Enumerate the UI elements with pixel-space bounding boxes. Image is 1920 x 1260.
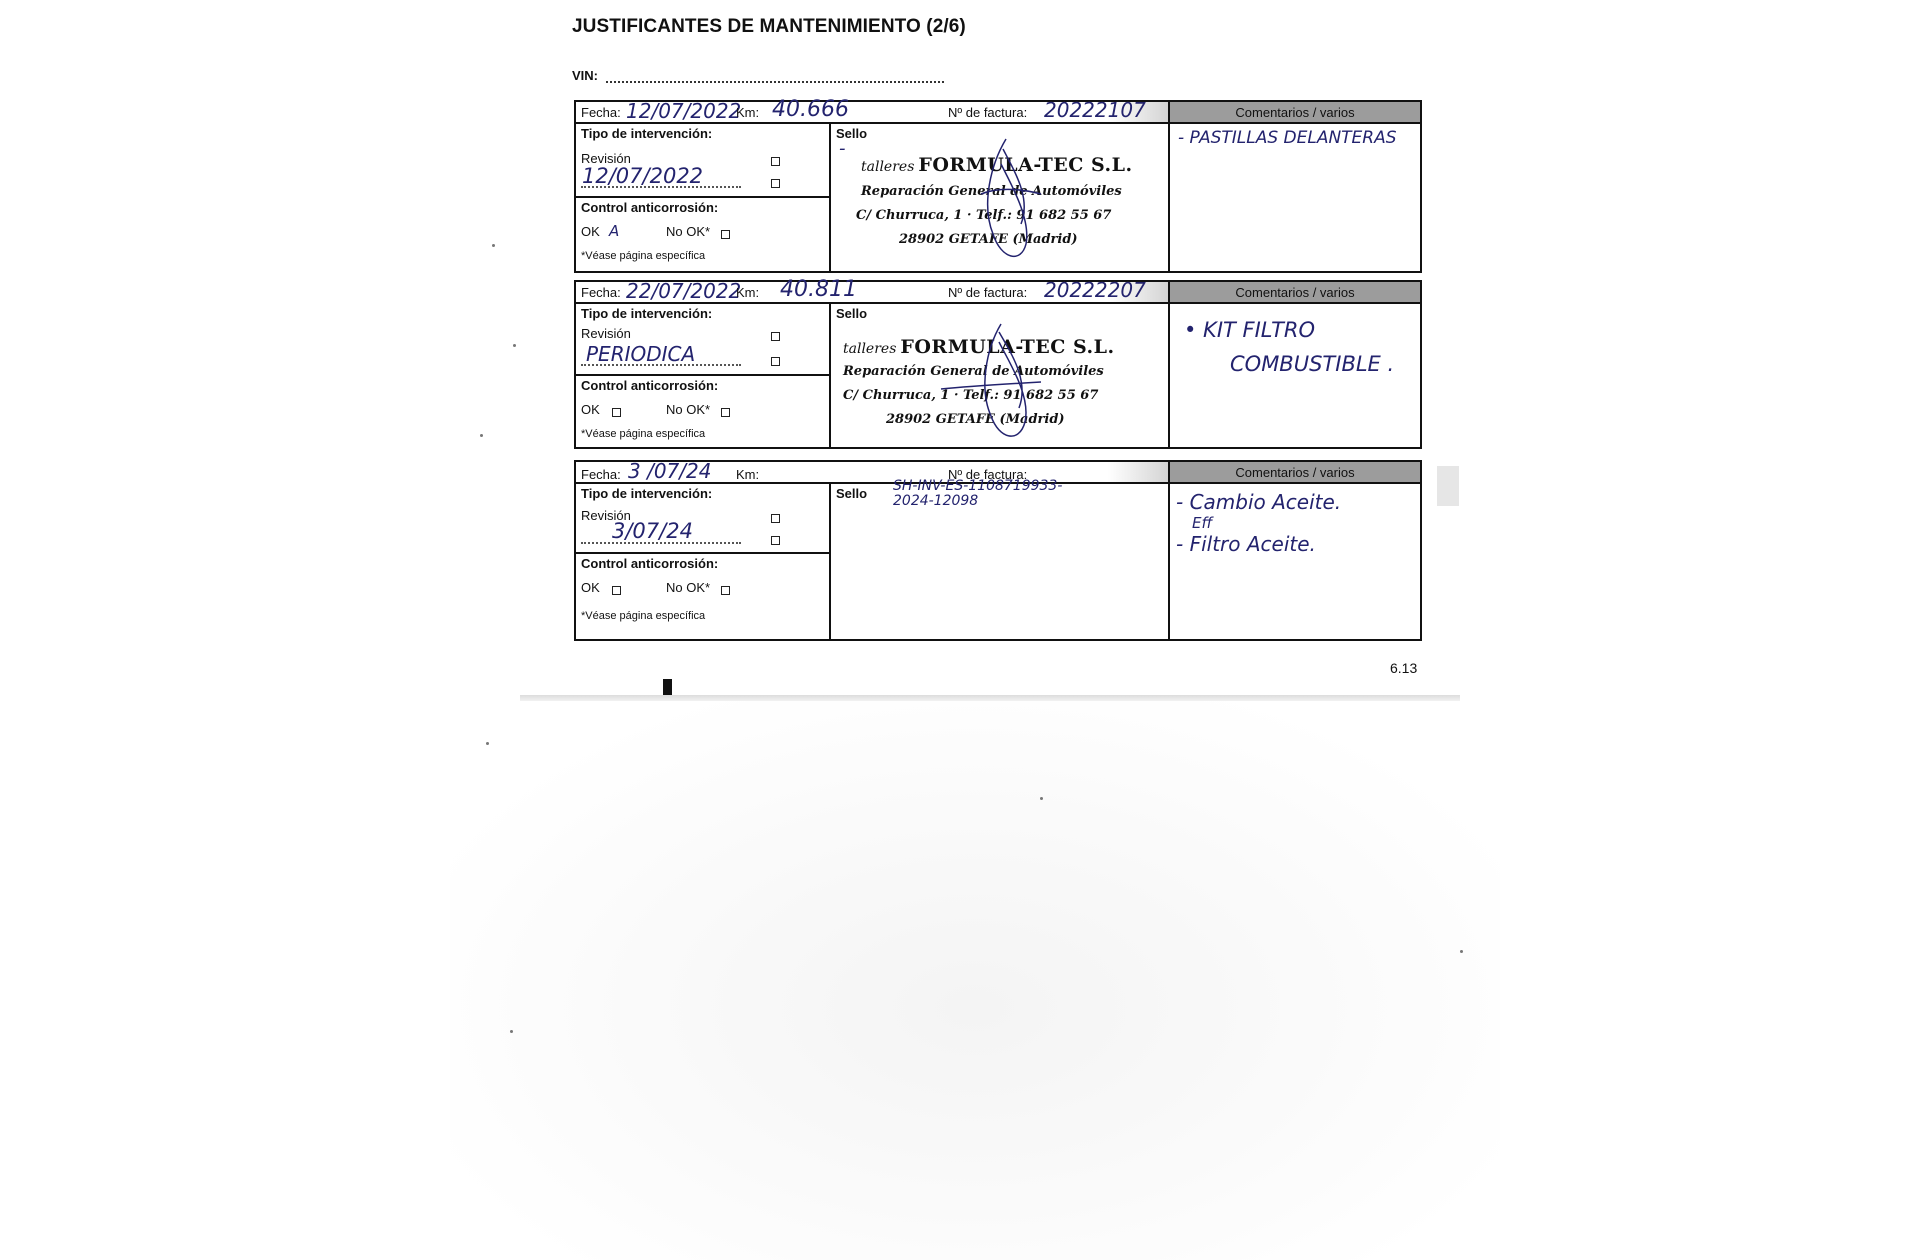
tipo-section bbox=[576, 124, 829, 198]
entry-body bbox=[576, 478, 1420, 639]
comentarios-header: Comentarios / varios bbox=[1168, 462, 1420, 482]
fecha-label: Fecha: bbox=[581, 105, 621, 120]
revision-checkbox[interactable] bbox=[771, 514, 780, 523]
comentarios-column bbox=[1168, 304, 1420, 447]
sello-note: SH-INV-ES-1108719933- 2024-12098 bbox=[893, 478, 1063, 509]
vease-note: *Véase página específica bbox=[581, 610, 706, 622]
entry-header bbox=[576, 97, 1420, 124]
stamp-line4: 28902 GETAFE (Madrid) bbox=[886, 412, 1065, 427]
stamp-brand: FORMULA-TEC S.L. bbox=[900, 336, 1115, 358]
scan-speck bbox=[486, 742, 489, 745]
comentarios-header: Comentarios / varios bbox=[1168, 282, 1420, 302]
fecha-value: 22/07/2022 bbox=[626, 279, 742, 303]
scan-shading bbox=[450, 700, 1500, 1260]
vease-note: *Véase página específica bbox=[581, 428, 706, 440]
revision-label: Revisión bbox=[581, 508, 631, 523]
entry-body bbox=[576, 124, 1420, 271]
signature bbox=[831, 124, 1168, 271]
ok-checkbox[interactable] bbox=[612, 586, 621, 595]
ok-label: OK bbox=[581, 580, 600, 595]
stamp-brand: FORMULA-TEC S.L. bbox=[918, 154, 1133, 176]
workshop-stamp bbox=[831, 304, 1168, 451]
fecha-label: Fecha: bbox=[581, 285, 621, 300]
signature bbox=[831, 304, 1168, 447]
factura-label: Nº de factura: bbox=[948, 285, 1028, 300]
km-label: Km: bbox=[736, 285, 760, 300]
km-value: 40.811 bbox=[780, 277, 857, 302]
factura-value: 20222207 bbox=[1044, 278, 1146, 302]
km-value: 40.666 bbox=[772, 97, 849, 122]
km-label: Km: bbox=[736, 105, 760, 120]
fecha-value: 12/07/2022 bbox=[626, 99, 742, 123]
scan-speck bbox=[510, 1030, 513, 1033]
workshop-stamp bbox=[831, 124, 1168, 271]
sello-note: - bbox=[839, 138, 846, 159]
comment-line: COMBUSTIBLE . bbox=[1230, 352, 1395, 376]
stamp-script: talleres bbox=[843, 341, 897, 357]
page-number: 6.13 bbox=[1390, 660, 1418, 676]
comentarios-column bbox=[1168, 124, 1420, 271]
tipo-section bbox=[576, 484, 829, 554]
scan-mark bbox=[663, 679, 672, 695]
factura-value: 20222107 bbox=[1044, 98, 1146, 122]
ok-mark: A bbox=[609, 222, 620, 240]
vin-field bbox=[606, 81, 944, 83]
control-label: Control anticorrosión: bbox=[581, 378, 719, 393]
tipo-label: Tipo de intervención: bbox=[581, 486, 713, 501]
factura-label: Nº de factura: bbox=[948, 105, 1028, 120]
page-edge bbox=[520, 695, 1460, 701]
tipo-line-checkbox[interactable] bbox=[771, 357, 780, 366]
ok-label: OK bbox=[581, 402, 600, 417]
no-ok-checkbox[interactable] bbox=[721, 408, 730, 417]
comment-line: • KIT FILTRO bbox=[1184, 318, 1316, 342]
scan-tab bbox=[1437, 466, 1459, 506]
revision-checkbox[interactable] bbox=[771, 157, 780, 166]
sello-label: Sello bbox=[836, 486, 868, 501]
factura-label: Nº de factura: bbox=[948, 467, 1028, 482]
stamp-line2: Reparación General de Automóviles bbox=[843, 364, 1104, 379]
no-ok-label: No OK* bbox=[666, 402, 711, 417]
stamp-line4: 28902 GETAFE (Madrid) bbox=[899, 232, 1078, 247]
sello-label: Sello bbox=[836, 306, 868, 321]
ok-label: OK bbox=[581, 224, 600, 239]
maintenance-entry bbox=[574, 97, 1422, 273]
tipo-line-value: 3/07/24 bbox=[612, 519, 693, 543]
comentarios-column bbox=[1168, 484, 1420, 639]
revision-label: Revisión bbox=[581, 151, 631, 166]
tipo-column bbox=[576, 124, 831, 271]
vin-label: VIN: bbox=[572, 68, 598, 83]
no-ok-checkbox[interactable] bbox=[721, 230, 730, 239]
km-label: Km: bbox=[736, 467, 760, 482]
entry-body bbox=[576, 304, 1420, 447]
scan-speck bbox=[513, 344, 516, 347]
tipo-line-checkbox[interactable] bbox=[771, 179, 780, 188]
page-title: JUSTIFICANTES DE MANTENIMIENTO (2/6) bbox=[572, 16, 966, 37]
comment-line: - PASTILLAS DELANTERAS bbox=[1178, 128, 1397, 148]
scan-speck bbox=[1460, 950, 1463, 953]
tipo-label: Tipo de intervención: bbox=[581, 126, 713, 141]
comment-line: Eff bbox=[1192, 514, 1213, 532]
no-ok-label: No OK* bbox=[666, 224, 711, 239]
sello-column bbox=[831, 478, 1168, 639]
stamp-line3: C/ Churruca, 1 · Telf.: 91 682 55 67 bbox=[856, 208, 1112, 223]
scan-speck bbox=[492, 244, 495, 247]
scan-speck bbox=[1040, 797, 1043, 800]
scan-speck bbox=[480, 434, 483, 437]
no-ok-label: No OK* bbox=[666, 580, 711, 595]
comment-line: - Cambio Aceite. bbox=[1176, 490, 1342, 514]
vease-note: *Véase página específica bbox=[581, 250, 706, 262]
maintenance-entry bbox=[574, 277, 1422, 449]
stamp-script: talleres bbox=[861, 159, 915, 175]
tipo-label: Tipo de intervención: bbox=[581, 306, 713, 321]
ok-checkbox[interactable] bbox=[612, 408, 621, 417]
no-ok-checkbox[interactable] bbox=[721, 586, 730, 595]
tipo-line-checkbox[interactable] bbox=[771, 536, 780, 545]
tipo-column bbox=[576, 484, 831, 639]
sello-column bbox=[831, 124, 1168, 271]
entry-header bbox=[576, 277, 1420, 304]
revision-checkbox[interactable] bbox=[771, 332, 780, 341]
control-label: Control anticorrosión: bbox=[581, 556, 719, 571]
maintenance-entry bbox=[574, 460, 1422, 641]
sello-column bbox=[831, 304, 1168, 447]
stamp-line3: C/ Churruca, 1 · Telf.: 91 682 55 67 bbox=[843, 388, 1099, 403]
comment-line: - Filtro Aceite. bbox=[1176, 532, 1316, 556]
fecha-value: 3 /07/24 bbox=[628, 459, 712, 483]
tipo-section bbox=[576, 304, 829, 376]
tipo-line-value: PERIODICA bbox=[586, 342, 696, 366]
control-label: Control anticorrosión: bbox=[581, 200, 719, 215]
comentarios-header: Comentarios / varios bbox=[1168, 102, 1420, 122]
sello-label: Sello bbox=[836, 126, 868, 141]
stamp-line2: Reparación General de Automóviles bbox=[861, 184, 1122, 199]
tipo-column bbox=[576, 304, 831, 447]
tipo-line-value: 12/07/2022 bbox=[582, 164, 704, 188]
fecha-label: Fecha: bbox=[581, 467, 621, 482]
revision-label: Revisión bbox=[581, 326, 631, 341]
